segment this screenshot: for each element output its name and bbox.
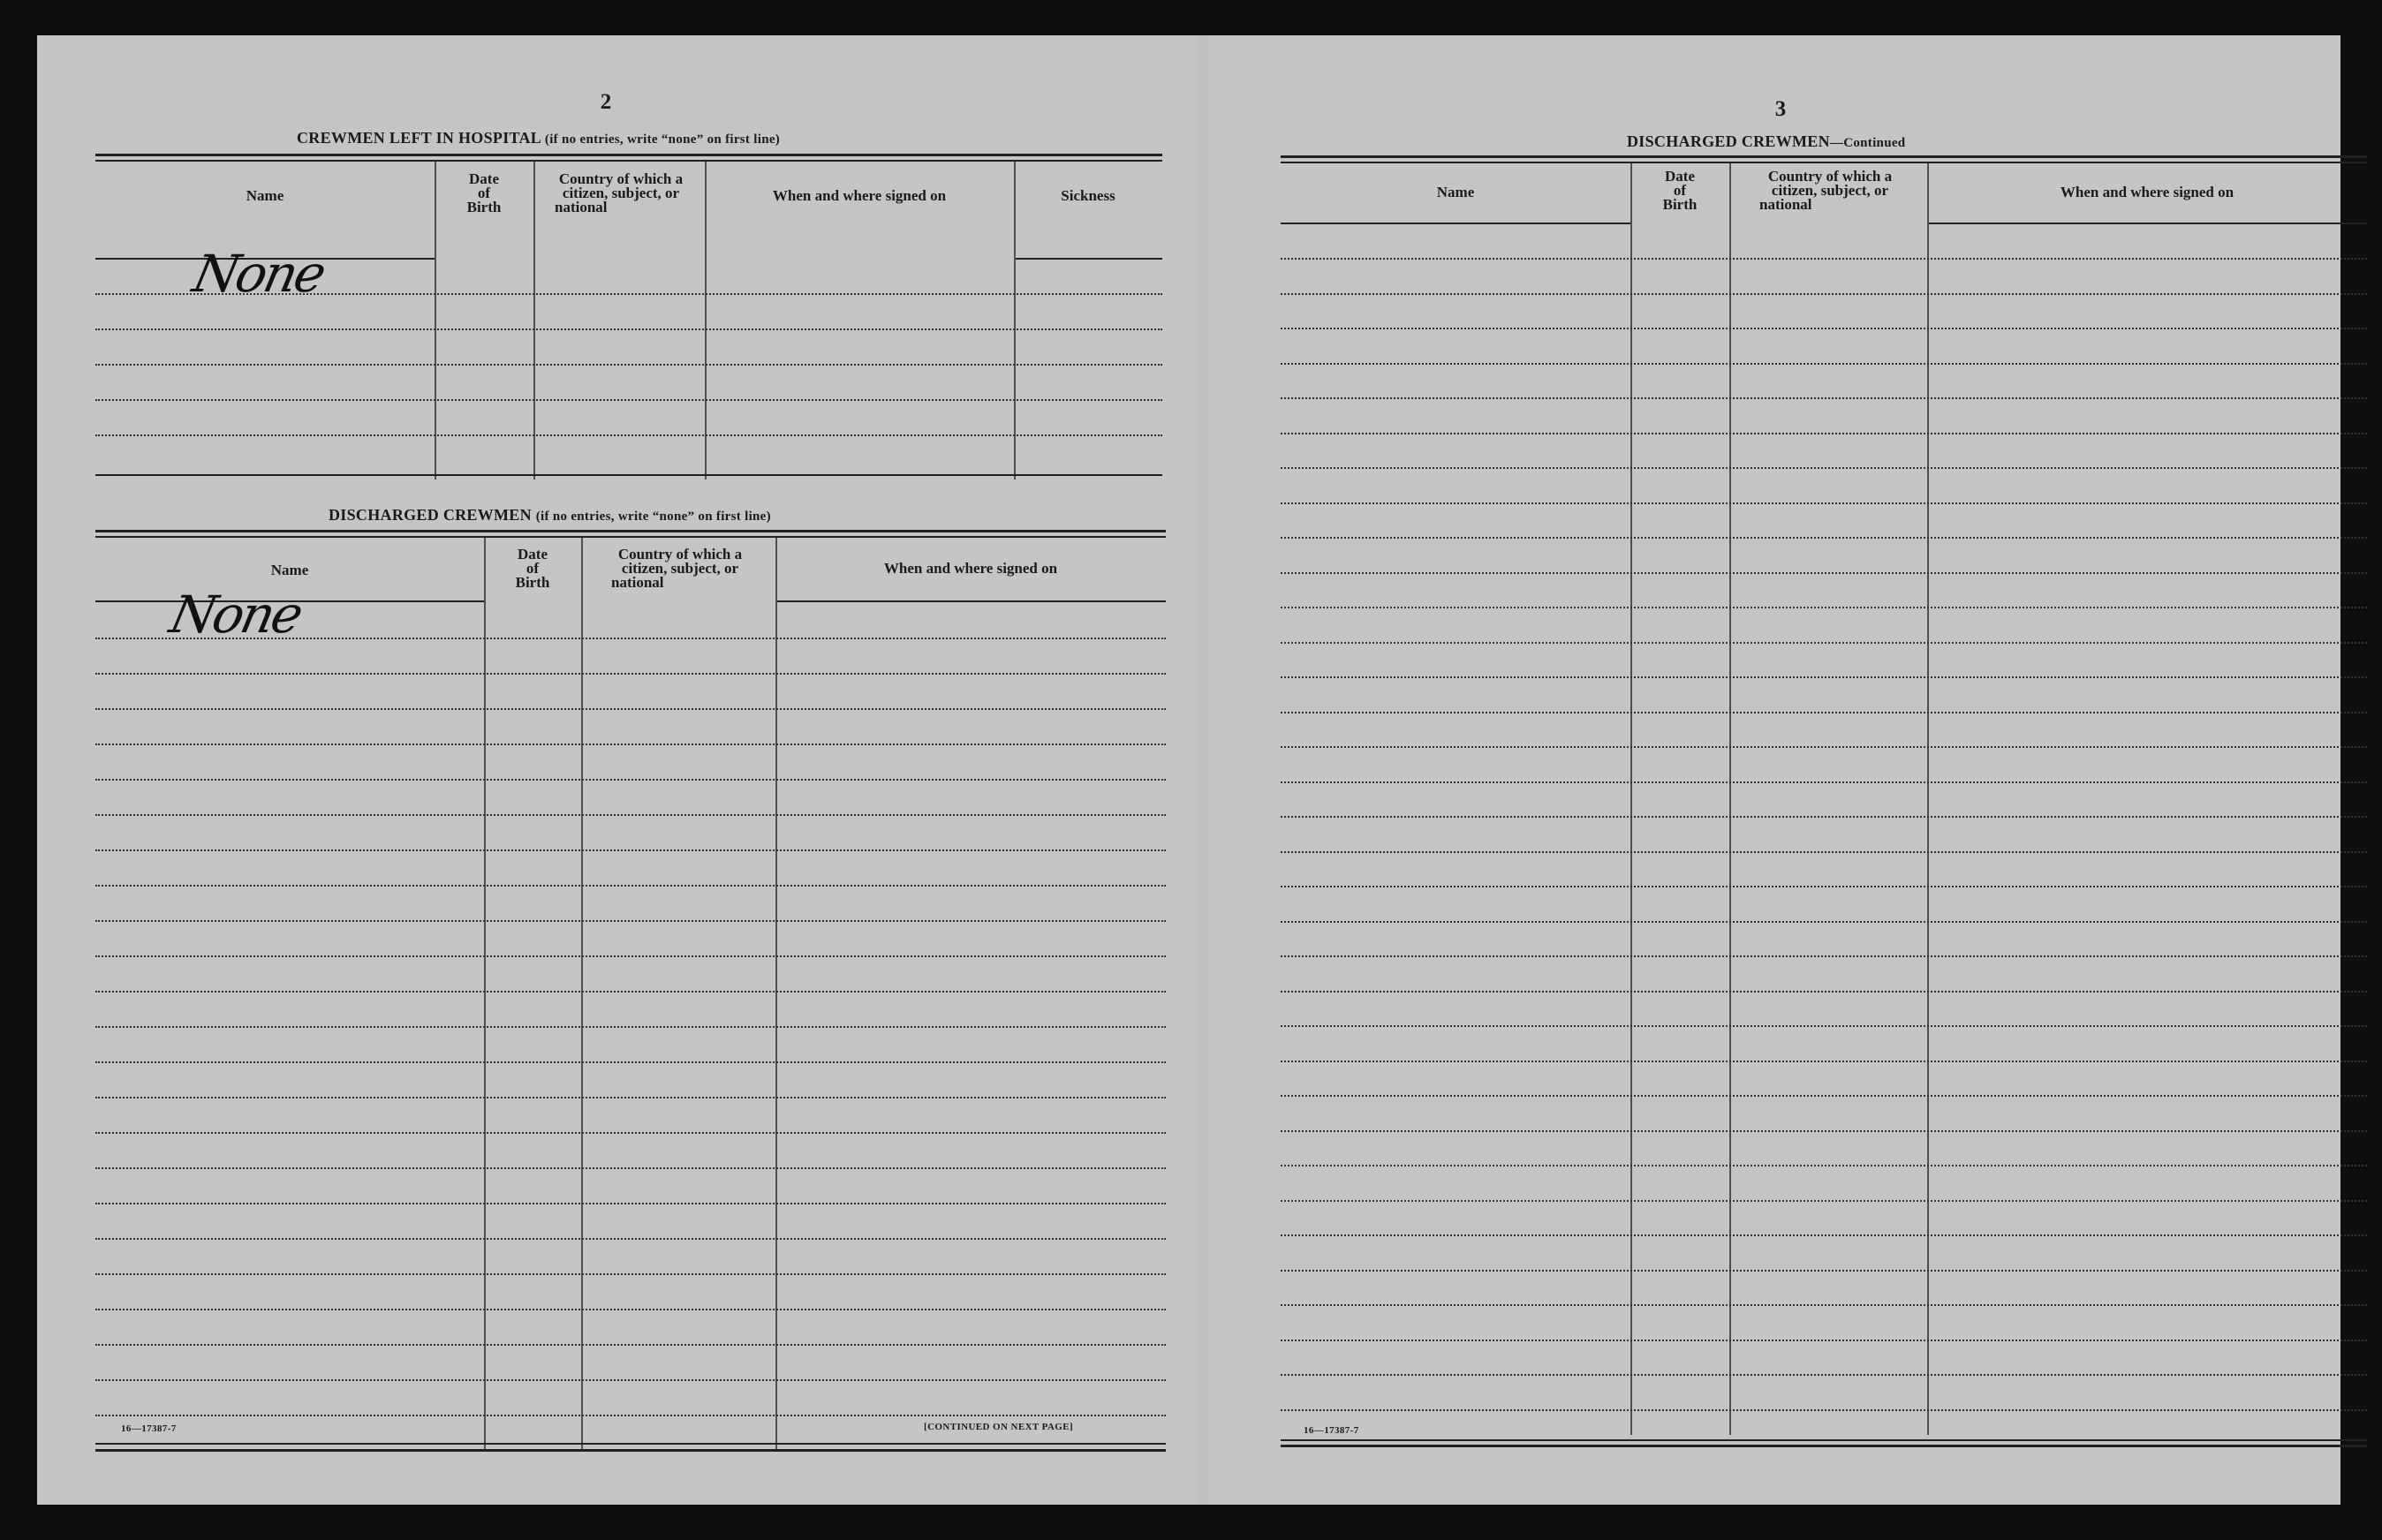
ruled-line [1281,258,2367,260]
col-header-signed: When and where signed on [772,187,947,204]
discharged-title: DISCHARGED CREWMEN [329,506,532,524]
ruled-line [95,1238,1166,1240]
hospital-title: CREWMEN LEFT IN HOSPITAL [297,129,541,147]
discharged-section-title [329,506,771,525]
ruled-line [95,744,1166,745]
hospital-instruction: (if no entries, write “none” on first line) [544,132,781,147]
ruled-line [1281,1200,2367,1202]
discharged-continued-table [1281,155,2367,1457]
ruled-line [1281,781,2367,783]
col-header-country: Country of which a citizen, subject, or national [1759,168,1893,213]
ruled-line [95,399,1162,401]
ruled-line [95,1379,1166,1381]
hospital-section-title [297,129,780,147]
continued-suffix: —Continued [1829,136,1906,150]
ruled-line [95,1132,1166,1134]
ruled-line [1281,293,2367,295]
ruled-line [95,991,1166,993]
ruled-line [1281,1270,2367,1272]
ruled-line [1281,642,2367,644]
ruled-line [1281,1061,2367,1062]
col-header-signed: When and where signed on [883,560,1058,577]
ruled-line [1281,886,2367,887]
ruled-line [1281,467,2367,469]
col-header-name: Name [246,187,284,204]
ruled-line [1281,328,2367,329]
ruled-line [95,364,1162,366]
ruled-line [1281,537,2367,539]
discharged-table [95,530,1166,1452]
ruled-line [95,1309,1166,1310]
discharged-instruction: (if no entries, write “none” on first line) [535,510,771,524]
page-number: 2 [600,90,612,114]
ruled-line [1281,502,2367,504]
ruled-line [1281,397,2367,399]
col-header-sickness: Sickness [1061,187,1115,204]
ruled-line [95,708,1166,710]
discharged-continued-title [1627,132,1905,151]
ruled-line [95,434,1162,436]
document-sheet [37,35,2340,1505]
discharged-title: DISCHARGED CREWMEN [1627,132,1830,150]
ruled-line [95,1061,1166,1063]
handwritten-entry: None [187,244,329,304]
col-header-name: Name [270,562,309,578]
ruled-line [1281,851,2367,853]
ruled-line [1281,1304,2367,1306]
page-number: 3 [1774,97,1787,121]
col-header-name: Name [1436,184,1475,200]
col-header-dob: Date of Birth [515,546,550,591]
col-header-dob: Date of Birth [1662,168,1698,213]
ruled-line [95,293,1162,295]
handwritten-entry: None [164,585,306,645]
continued-note: [CONTINUED ON NEXT PAGE] [924,1422,1074,1432]
ruled-line [1281,1234,2367,1236]
ruled-line [1281,991,2367,993]
ruled-line [1281,676,2367,678]
ruled-line [95,673,1166,675]
hospital-table [95,154,1162,479]
ruled-line [95,779,1166,781]
ruled-line [1281,955,2367,957]
ruled-line [1281,816,2367,818]
ruled-line [95,814,1166,816]
ruled-line [95,1203,1166,1204]
form-number: 16—17387-7 [121,1423,177,1434]
ruled-line [1281,607,2367,608]
ruled-line [95,1167,1166,1169]
left-page [37,35,1189,1505]
ruled-line [95,1273,1166,1275]
ruled-line [1281,1095,2367,1097]
ruled-line [95,1415,1166,1416]
ruled-line [1281,363,2367,365]
ruled-line [1281,572,2367,574]
form-number: 16—17387-7 [1304,1425,1359,1436]
col-header-country: Country of which a citizen, subject, or national [611,546,743,591]
ruled-line [95,849,1166,851]
ruled-line [95,1097,1166,1098]
ruled-line [1281,1025,2367,1027]
ruled-line [1281,1409,2367,1411]
ruled-line [95,328,1162,330]
ruled-line [1281,746,2367,748]
ruled-line [95,1344,1166,1346]
ruled-line [95,638,1166,639]
ruled-line [95,955,1166,957]
ruled-line [95,1026,1166,1028]
ruled-line [1281,712,2367,713]
ruled-line [1281,1340,2367,1341]
ruled-line [1281,1165,2367,1166]
col-header-dob: Date of Birth [466,170,502,215]
ruled-line [1281,433,2367,434]
ruled-line [1281,1130,2367,1132]
col-header-country: Country of which a citizen, subject, or national [555,170,684,215]
ruled-line [1281,921,2367,923]
col-header-signed: When and where signed on [2060,184,2235,200]
ruled-line [95,920,1166,922]
right-page [1189,35,2340,1505]
ruled-line [95,885,1166,887]
ruled-line [1281,1374,2367,1376]
